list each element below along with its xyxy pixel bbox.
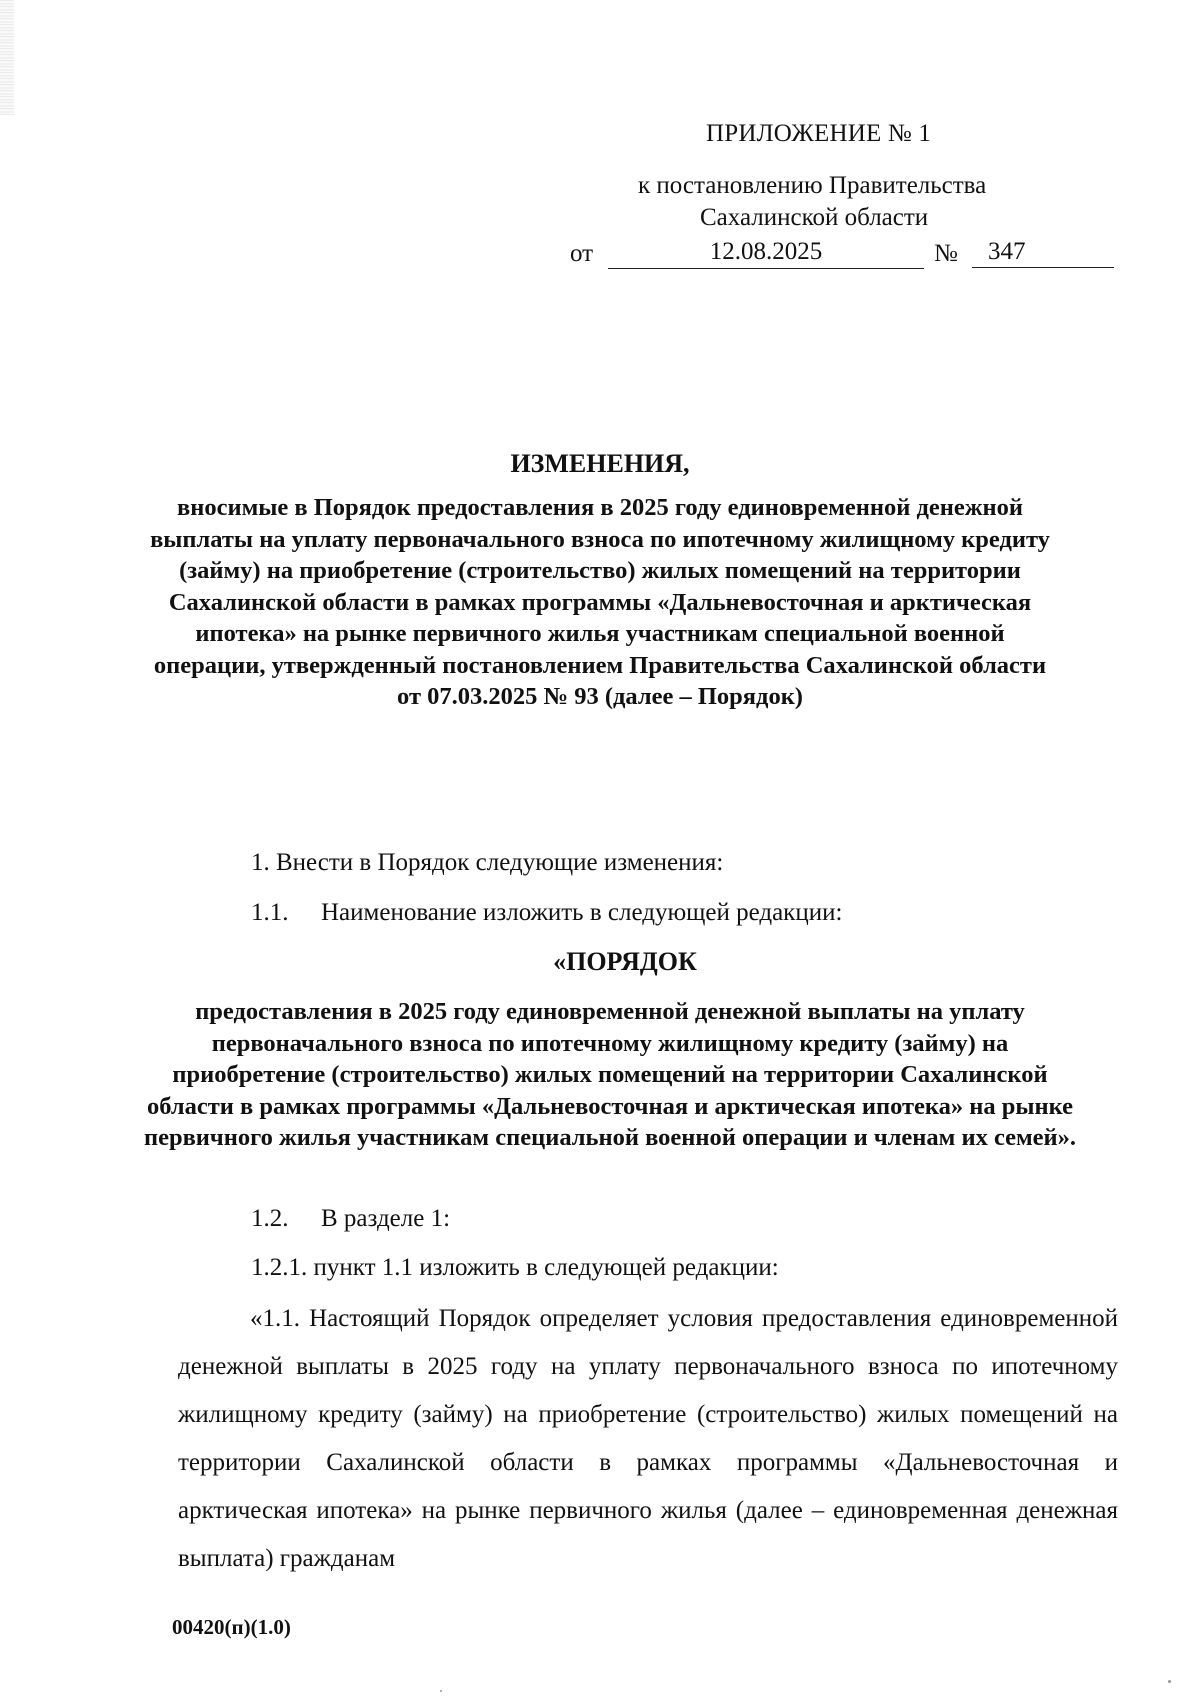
item-1-2-text: В разделе 1:	[321, 1205, 451, 1232]
changes-subtitle: вносимые в Порядок предоставления в 2025 году единовременной денежной выплаты на уплату первоначального взноса по ипотечному жилищному кредиту (займу) на приобретение (строительство) жилых помещений на территории Сахалинской области в рамках программы «Дальневосточная и арктическая ипотека» на рынке первичного жилья участникам специальной военной операции, утвержденный постановлением Правительства Сахалинской области от 07.03.2025 № 93 (далее – Порядок)	[150, 494, 1050, 710]
scan-speck	[1168, 1680, 1171, 1683]
item-1-1-number: 1.1.	[251, 899, 289, 926]
resolution-number: 347	[972, 236, 1114, 268]
region-name: Сахалинской области	[700, 204, 929, 231]
main-paragraph: «1.1. Настоящий Порядок определяет условия предоставления единовременной денежной выплаты в 2025 году на уплату первоначального взноса по ипотечному жилищному кредиту (займу) на приобретение (строительство) жилых помещений на территории Сахалинской области в рамках программы «Дальневосточная и арктическая ипотека» на рынке первичного жилья (далее – единовременная денежная выплата) гражданам	[178, 1305, 1118, 1572]
item-1-1-text: Наименование изложить в следующей редакции:	[321, 899, 843, 926]
appendix-title: ПРИЛОЖЕНИЕ № 1	[706, 120, 932, 147]
order-title: «ПОРЯДОК	[553, 947, 697, 976]
item-1-2	[251, 1203, 450, 1235]
resolution-date: 12.08.2025	[608, 236, 924, 269]
resolution-reference: к постановлению Правительства	[638, 172, 987, 199]
scan-edge-artifact	[0, 0, 14, 115]
changes-title: ИЗМЕНЕНИЯ,	[510, 449, 690, 478]
item-1-2-1: 1.2.1. пункт 1.1 изложить в следующей редакции:	[251, 1254, 779, 1281]
item-1-2-number: 1.2.	[251, 1205, 289, 1232]
date-prefix: от	[570, 240, 594, 267]
footer-code: 00420(п)(1.0)	[172, 1615, 291, 1639]
scan-speck	[440, 1690, 442, 1692]
item-1-1	[251, 897, 842, 929]
number-sign: №	[934, 240, 958, 267]
order-body: предоставления в 2025 году единовременной денежной выплаты на уплату первоначального взноса по ипотечному жилищному кредиту (займу) на приобретение (строительство) жилых помещений на территории Сахалинской области в рамках программы «Дальневосточная и арктическая ипотека» на рынке первичного жилья участникам специальной военной операции и членам их семей».	[143, 998, 1077, 1151]
date-number-row	[560, 236, 1120, 272]
item-1: 1. Внести в Порядок следующие изменения:	[251, 849, 724, 876]
